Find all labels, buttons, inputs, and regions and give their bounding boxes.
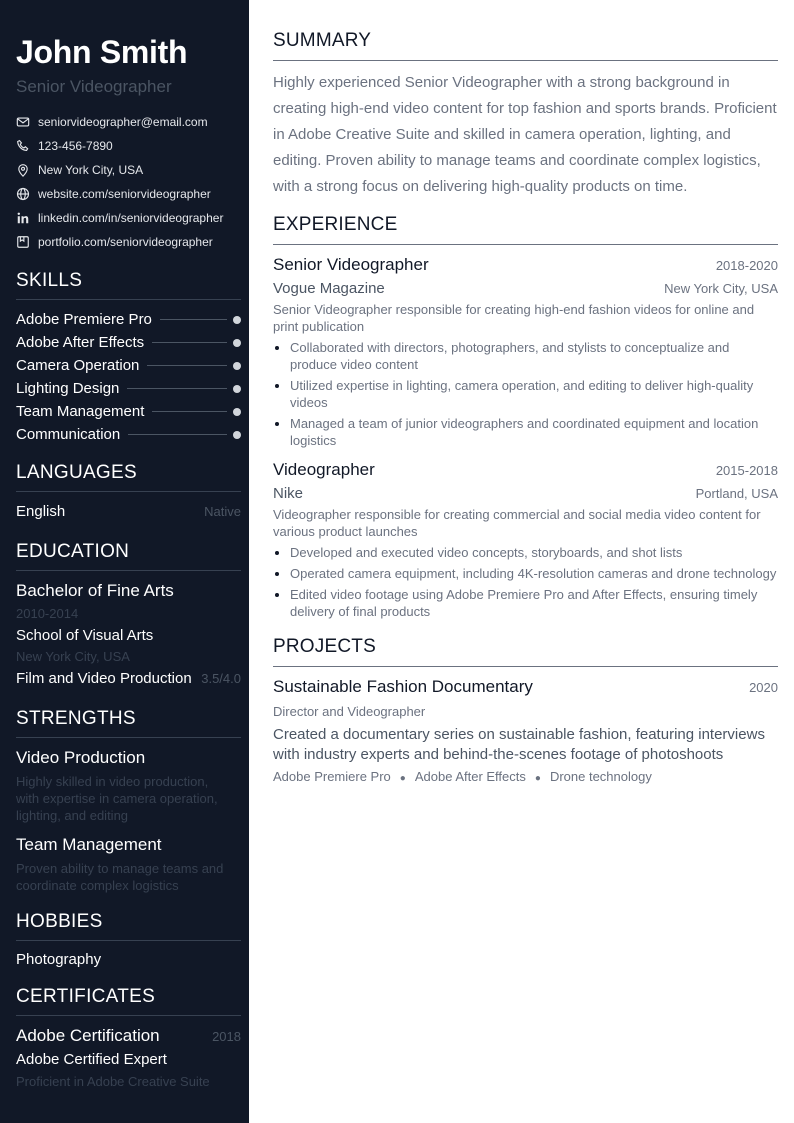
project-year: 2020: [749, 680, 778, 695]
phone-icon: [16, 139, 30, 153]
skill-item: [16, 400, 241, 423]
education-school: School of Visual Arts: [16, 627, 154, 644]
skill-label: Communication: [16, 426, 121, 443]
strength-desc: Highly skilled in video production, with expertise in camera operation, lighting, and editing: [16, 774, 218, 823]
skills-heading: SKILLS: [16, 270, 241, 300]
project-tag: Adobe After Effects: [414, 769, 526, 784]
language-item: [16, 502, 241, 522]
phone-text: 123-456-7890: [38, 139, 113, 153]
linkedin-text: linkedin.com/in/seniorvideographer: [38, 211, 224, 225]
education-years: 2010-2014: [16, 606, 79, 621]
language-level: Native: [204, 504, 241, 519]
skill-item: [16, 308, 241, 331]
contact-email[interactable]: [16, 110, 241, 134]
skill-item: [16, 423, 241, 446]
skill-label: Lighting Design: [16, 380, 120, 397]
skill-label: Camera Operation: [16, 357, 140, 374]
job-company: Vogue Magazine: [273, 280, 385, 297]
education-heading: EDUCATION: [16, 541, 241, 571]
certificate-row: [16, 1025, 241, 1047]
job-location: Portland, USA: [695, 486, 778, 501]
strength-title: Video Production: [16, 748, 146, 767]
skill-label: Adobe After Effects: [16, 334, 145, 351]
skill-rule: [127, 388, 227, 389]
strength-title: Team Management: [16, 835, 162, 854]
job-bullet: • Collaborated with directors, photographers, and stylists to conceptualize and produce video content: [290, 339, 778, 373]
skill-dot: [233, 339, 241, 347]
job-location: New York City, USA: [664, 281, 778, 296]
skill-dot: [233, 316, 241, 324]
project-tag: Adobe Premiere Pro: [273, 769, 391, 784]
skill-label: Team Management: [16, 403, 145, 420]
contact-portfolio[interactable]: [16, 230, 241, 254]
mail-icon: [16, 115, 30, 129]
main-content: [249, 0, 794, 1123]
language-name: English: [16, 503, 66, 520]
hobbies-heading: HOBBIES: [16, 911, 241, 941]
certificates-heading: CERTIFICATES: [16, 986, 241, 1016]
location-pin-icon: [16, 163, 30, 177]
job-bullet: • Developed and executed video concepts, storyboards, and shot lists: [290, 544, 778, 561]
job-company-row: [273, 276, 778, 299]
tag-separator: ●: [399, 773, 406, 784]
globe-icon: [16, 187, 30, 201]
contact-phone[interactable]: [16, 134, 241, 158]
education-location: New York City, USA: [16, 649, 130, 664]
linkedin-icon: [16, 211, 30, 225]
job-entry: [273, 459, 778, 620]
tag-separator: ●: [534, 773, 541, 784]
skill-rule: [152, 342, 227, 343]
candidate-role: Senior Videographer: [16, 77, 172, 96]
contact-website[interactable]: [16, 182, 241, 206]
sidebar: [0, 0, 249, 1123]
job-bullet: • Utilized expertise in lighting, camera operation, and editing to deliver high-quality videos: [290, 377, 778, 411]
job-entry: [273, 254, 778, 449]
skill-dot: [233, 431, 241, 439]
skill-item: [16, 377, 241, 400]
skill-rule: [147, 365, 227, 366]
education-field: Film and Video Production: [16, 670, 192, 687]
skill-dot: [233, 408, 241, 416]
job-header: [273, 459, 778, 481]
website-text: website.com/seniorvideographer: [38, 187, 211, 201]
hobby-item: Photography: [16, 951, 102, 968]
education-degree: Bachelor of Fine Arts: [16, 581, 174, 600]
project-description: Created a documentary series on sustainable fashion, featuring interviews with industry experts and behind-the-scenes footage of photoshoots: [273, 726, 765, 763]
summary-text: Highly experienced Senior Videographer with a strong background in creating high-end video content for top fashion and sports brands. Proficient in Adobe Creative Suite and skilled in camera operation, lighting, and editing. Proven ability to manage teams and coordinate complex logistics, with a strong focus on delivering high-quality products on time.: [273, 74, 777, 195]
job-description: Videographer responsible for creating commercial and social media video content for various product launches: [273, 507, 761, 539]
certificate-year: 2018: [212, 1029, 241, 1044]
job-company: Nike: [273, 485, 304, 502]
email-text: seniorvideographer@email.com: [38, 115, 208, 129]
skill-item: [16, 354, 241, 377]
project-tag: Drone technology: [549, 769, 652, 784]
job-dates: 2015-2018: [715, 463, 778, 478]
project-title: Sustainable Fashion Documentary: [273, 677, 533, 696]
job-description: Senior Videographer responsible for creating high-end fashion videos for online and print publication: [273, 302, 755, 334]
skill-rule: [152, 411, 227, 412]
job-bullets: [273, 544, 778, 620]
skill-item: [16, 331, 241, 354]
contact-location: [16, 158, 241, 182]
projects-heading: PROJECTS: [273, 636, 778, 667]
location-text: New York City, USA: [38, 163, 144, 177]
job-bullet: • Operated camera equipment, including 4K-resolution cameras and drone technology: [290, 565, 778, 582]
job-title: Videographer: [273, 460, 375, 479]
education-gpa: 3.5/4.0: [201, 671, 241, 686]
certificate-desc: Proficient in Adobe Creative Suite: [16, 1074, 210, 1089]
skill-dot: [233, 362, 241, 370]
certificate-title: Adobe Certification: [16, 1026, 160, 1045]
skill-label: Adobe Premiere Pro: [16, 311, 152, 328]
job-dates: 2018-2020: [715, 258, 778, 273]
project-entry: [273, 676, 778, 789]
candidate-name: John Smith: [16, 34, 188, 70]
skill-rule: [128, 434, 227, 435]
job-bullets: [273, 339, 778, 449]
certificate-subtitle: Adobe Certified Expert: [16, 1051, 167, 1068]
job-company-row: [273, 481, 778, 504]
strengths-heading: STRENGTHS: [16, 708, 241, 738]
job-bullet: • Edited video footage using Adobe Premiere Pro and After Effects, ensuring timely delivery of final products: [290, 586, 778, 620]
portfolio-text: portfolio.com/seniorvideographer: [38, 235, 213, 249]
experience-heading: EXPERIENCE: [273, 214, 778, 245]
job-title: Senior Videographer: [273, 255, 429, 274]
project-role: Director and Videographer: [273, 704, 426, 719]
project-header: [273, 676, 778, 698]
job-header: [273, 254, 778, 276]
summary-heading: SUMMARY: [273, 30, 778, 61]
education-field-row: [16, 669, 241, 689]
contact-list: [16, 110, 241, 254]
project-tags: [273, 767, 778, 789]
job-bullet: • Managed a team of junior videographers and coordinated equipment and location logistics: [290, 415, 778, 449]
portfolio-icon: [16, 235, 30, 249]
contact-linkedin[interactable]: [16, 206, 241, 230]
skill-dot: [233, 385, 241, 393]
skills-list: [16, 308, 241, 446]
skill-rule: [160, 319, 227, 320]
languages-heading: LANGUAGES: [16, 462, 241, 492]
strength-desc: Proven ability to manage teams and coordinate complex logistics: [16, 861, 224, 893]
